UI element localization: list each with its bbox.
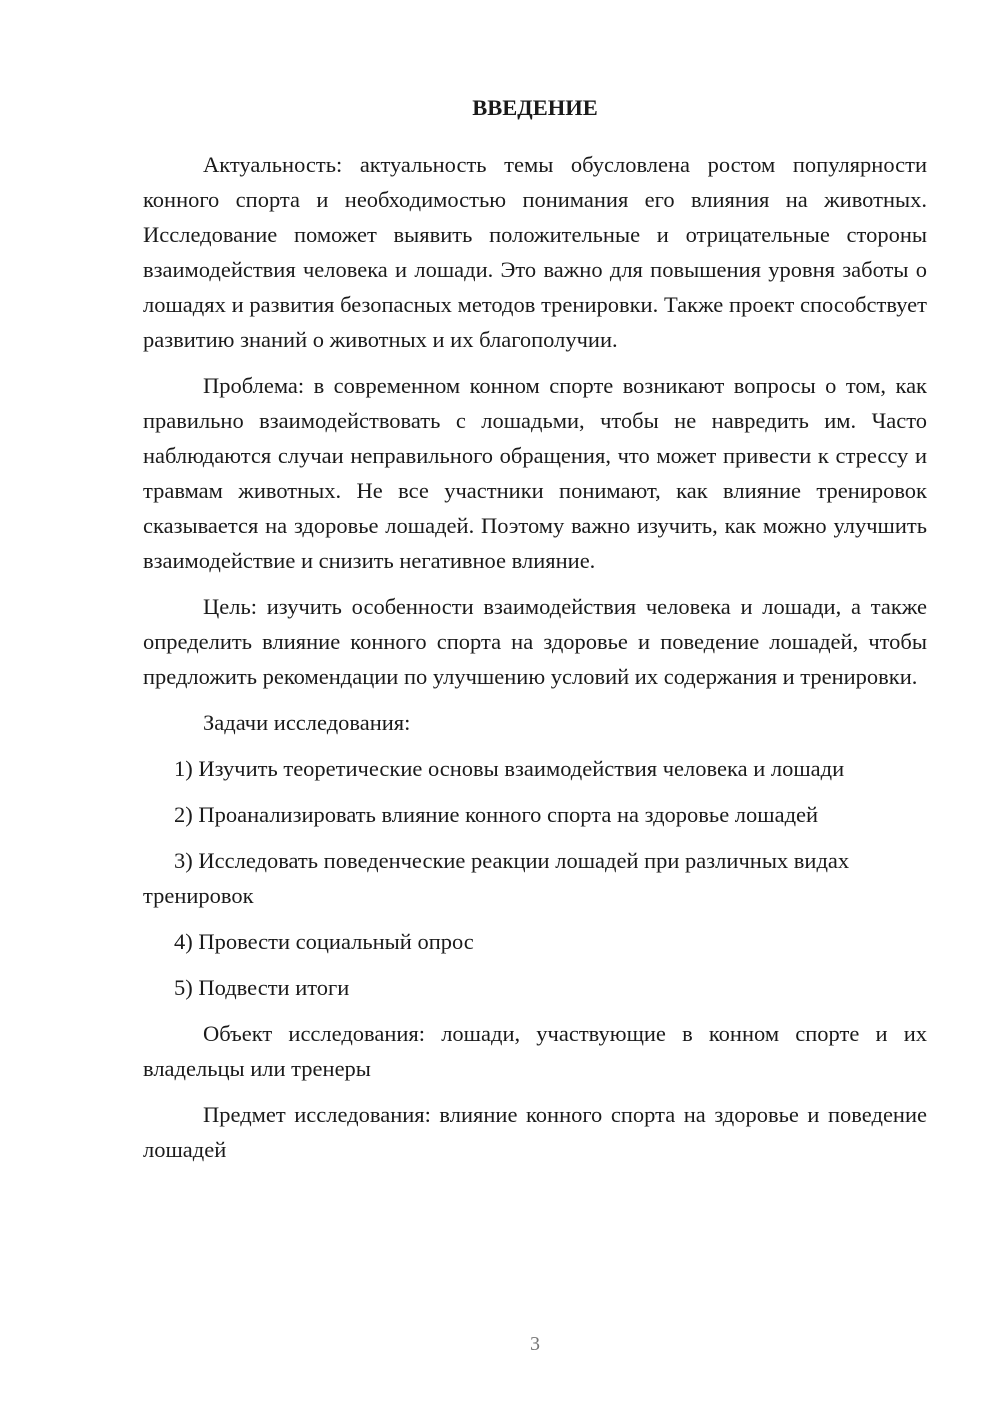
page-content xyxy=(143,90,927,1178)
tasks-heading: Задачи исследования: xyxy=(203,710,411,735)
task-item-1: 1) Изучить теоретические основы взаимодействия человека и лошади xyxy=(174,756,845,781)
task-item-4: 4) Провести социальный опрос xyxy=(174,929,474,954)
task-item-3: 3) Исследовать поведенческие реакции лошадей при различных видах тренировок xyxy=(143,848,850,908)
page-number: 3 xyxy=(530,1333,540,1355)
page-title: ВВЕДЕНИЕ xyxy=(472,95,598,120)
task-item-5: 5) Подвести итоги xyxy=(174,975,350,1000)
paragraph-subject: Предмет исследования: влияние конного спорта на здоровье и поведение лошадей xyxy=(143,1102,927,1162)
paragraph-goal: Цель: изучить особенности взаимодействия человека и лошади, а также определить влияние конного спорта на здоровье и поведение лошадей, чтобы предложить рекомендации по улучшению условий их содержания и тренировки. xyxy=(143,594,927,689)
task-item-2: 2) Проанализировать влияние конного спорта на здоровье лошадей xyxy=(174,802,819,827)
paragraph-relevance: Актуальность: актуальность темы обусловлена ростом популярности конного спорта и необходимостью понимания его влияния на животных. Исследование поможет выявить положительные и отрицательные стороны взаимодействия человека и лошади. Это важно для повышения уровня заботы о лошадях и развития безопасных методов тренировки. Также проект способствует развитию знаний о животных и их благополучии. xyxy=(143,152,927,352)
paragraph-problem: Проблема: в современном конном спорте возникают вопросы о том, как правильно взаимодействовать с лошадьми, чтобы не навредить им. Часто наблюдаются случаи неправильного обращения, что может привести к стрессу и травмам животных. Не все участники понимают, как влияние тренировок сказывается на здоровье лошадей. Поэтому важно изучить, как можно улучшить взаимодействие и снизить негативное влияние. xyxy=(143,373,927,573)
paragraph-object: Объект исследования: лошади, участвующие в конном спорте и их владельцы или тренеры xyxy=(143,1021,927,1081)
